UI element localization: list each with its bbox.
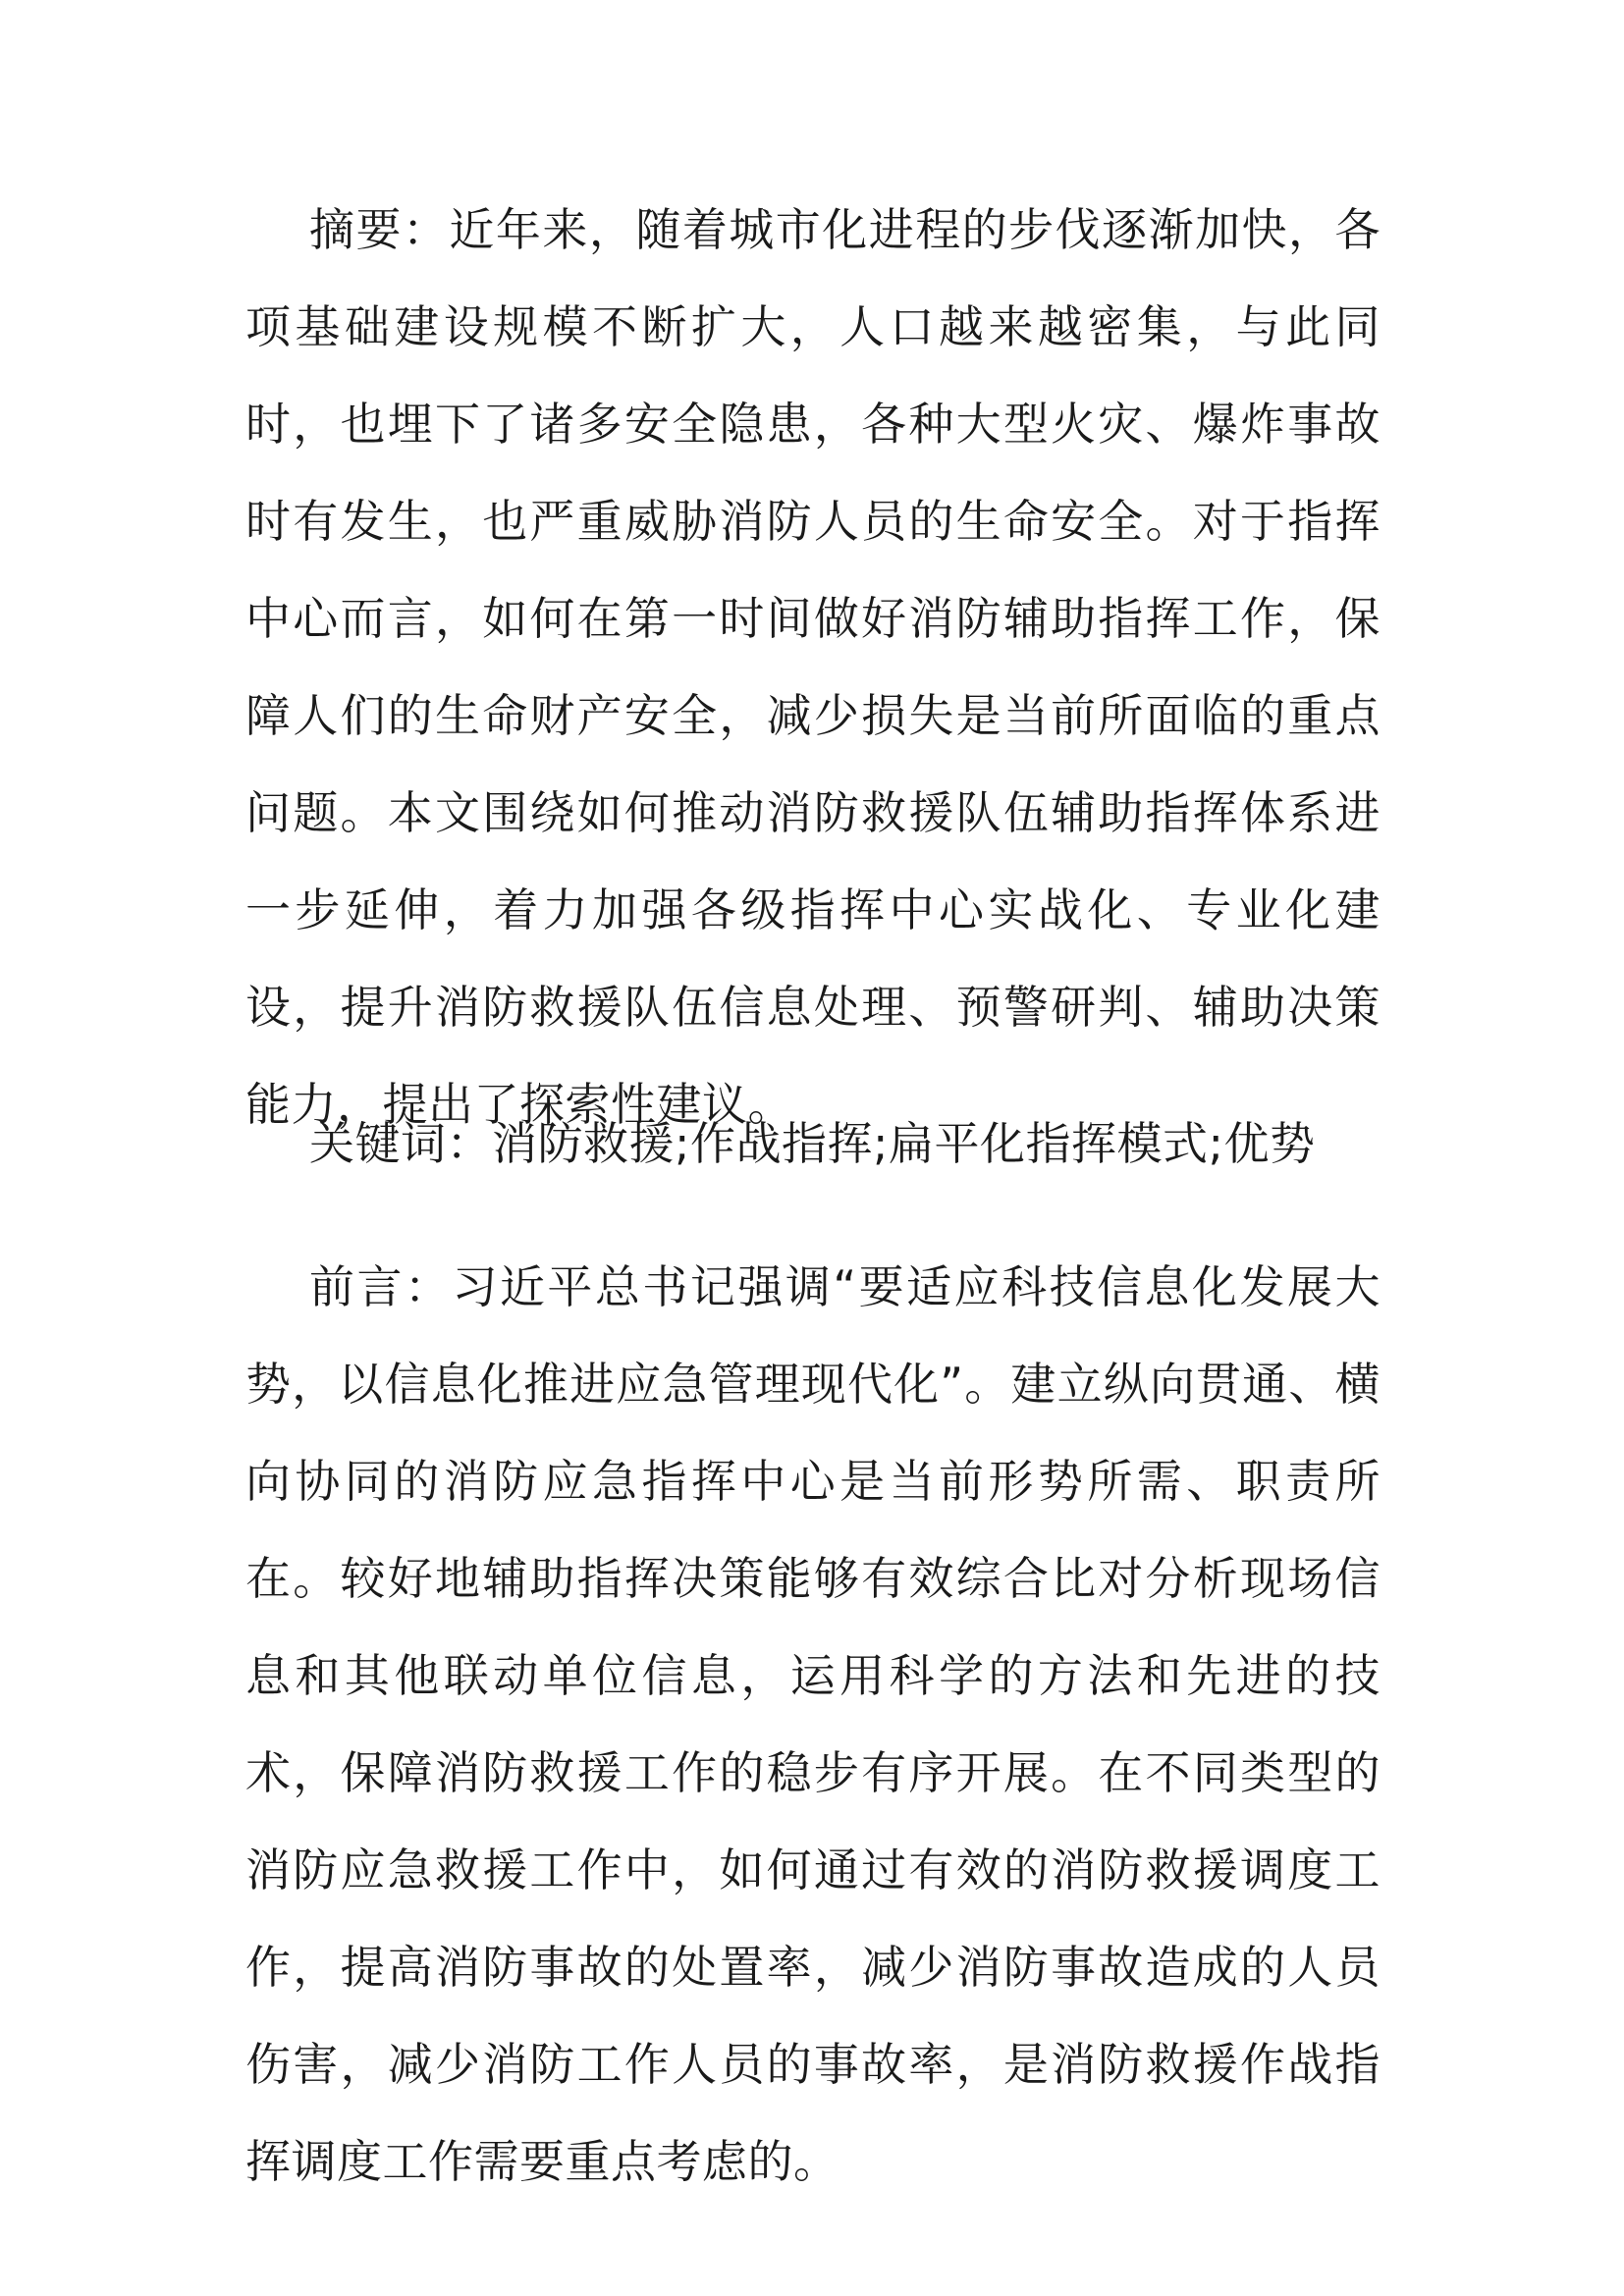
keywords-paragraph: 关键词：消防救援;作战指挥;扁平化指挥模式;优势 [309, 1117, 1316, 1170]
foreword-paragraph: 前言：习近平总书记强调“要适应科技信息化发展大势，以信息化推进应急管理现代化”。建立纵向贯通、横向协同的消防应急指挥中心是当前形势所需、职责所在。较好地辅助指挥决策能够有效综合比对分析现场信息和其他联动单位信息，运用科学的方法和先进的技术，保障消防救援工作的稳步有序开展。在不同类型的消防应急救援工作中，如何通过有效的消防救援调度工作，提高消防事故的处置率，减少消防事故造成的人员伤害，减少消防工作人员的事故率，是消防救援作战指挥调度工作需要重点考虑的。 [245, 1260, 1380, 2188]
abstract-paragraph: 摘要：近年来，随着城市化进程的步伐逐渐加快，各项基础建设规模不断扩大，人口越来越密集，与此同时，也埋下了诸多安全隐患，各种大型火灾、爆炸事故时有发生，也严重威胁消防人员的生命安全。对于指挥中心而言，如何在第一时间做好消防辅助指挥工作，保障人们的生命财产安全，减少损失是当前所面临的重点问题。本文围绕如何推动消防救援队伍辅助指挥体系进一步延伸，着力加强各级指挥中心实战化、专业化建设，提升消防救援队伍信息处理、预警研判、辅助决策能力，提出了探索性建议。 [245, 203, 1380, 1131]
